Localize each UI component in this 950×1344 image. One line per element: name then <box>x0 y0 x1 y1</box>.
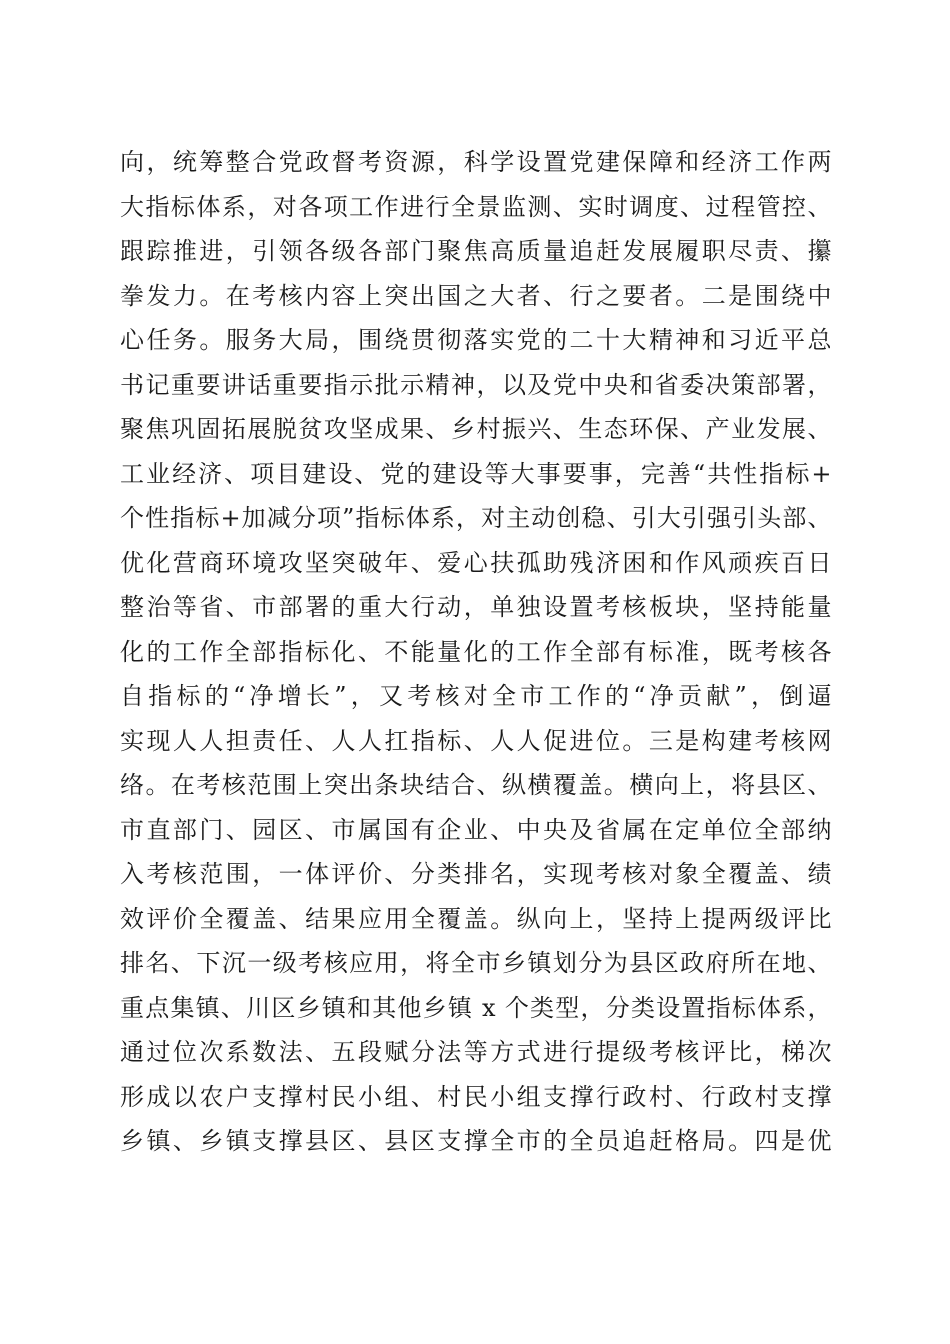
text-line: 大指标体系，对各项工作进行全景监测、实时调度、过程管控、 <box>120 192 832 221</box>
text-line: 向，统筹整合党政督考资源，科学设置党建保障和经济工作两 <box>120 148 832 176</box>
text-line: 化的工作全部指标化、不能量化的工作全部有标准，既考核各 <box>120 637 832 666</box>
text-line: 市直部门、园区、市属国有企业、中央及省属在定单位全部纳 <box>120 815 832 844</box>
body-text <box>120 140 832 1164</box>
text-line: 排名、下沉一级考核应用，将全市乡镇划分为县区政府所在地、 <box>120 949 832 977</box>
text-line: 跟踪推进，引领各级各部门聚焦高质量追赶发展履职尽责、攥 <box>120 237 832 265</box>
text-line: 优化营商环境攻坚突破年、爱心扶孤助残济困和作风顽疾百日 <box>120 548 832 577</box>
text-line: 形成以农户支撑村民小组、村民小组支撑行政村、行政村支撑 <box>120 1082 832 1111</box>
text-line: 实现人人担责任、人人扛指标、人人促进位。三是构建考核网 <box>120 726 832 755</box>
text-line: 效评价全覆盖、结果应用全覆盖。纵向上，坚持上提两级评比 <box>120 904 832 933</box>
text-line: 个性指标+加减分项”指标体系，对主动创稳、引大引强引头部、 <box>120 504 832 532</box>
text-line: 自指标的“净增长”，又考核对全市工作的“净贡献”，倒逼 <box>120 682 832 710</box>
text-line: 通过位次系数法、五段赋分法等方式进行提级考核评比，梯次 <box>120 1038 832 1066</box>
text-line: 拳发力。在考核内容上突出国之大者、行之要者。二是围绕中 <box>120 281 832 310</box>
text-line: 重点集镇、川区乡镇和其他乡镇 x 个类型，分类设置指标体系， <box>120 993 832 1022</box>
text-line: 聚焦巩固拓展脱贫攻坚成果、乡村振兴、生态环保、产业发展、 <box>120 415 832 443</box>
text-line: 整治等省、市部署的重大行动，单独设置考核板块，坚持能量 <box>120 593 832 621</box>
text-line: 工业经济、项目建设、党的建设等大事要事，完善“共性指标+ <box>120 459 832 488</box>
text-line: 乡镇、乡镇支撑县区、县区支撑全市的全员追赶格局。四是优 <box>120 1127 832 1155</box>
text-line: 心任务。服务大局，围绕贯彻落实党的二十大精神和习近平总 <box>120 326 832 354</box>
text-line: 络。在考核范围上突出条块结合、纵横覆盖。横向上，将县区、 <box>120 771 832 799</box>
text-line: 入考核范围，一体评价、分类排名，实现考核对象全覆盖、绩 <box>120 860 832 888</box>
text-line: 书记重要讲话重要指示批示精神，以及党中央和省委决策部署， <box>120 370 832 399</box>
